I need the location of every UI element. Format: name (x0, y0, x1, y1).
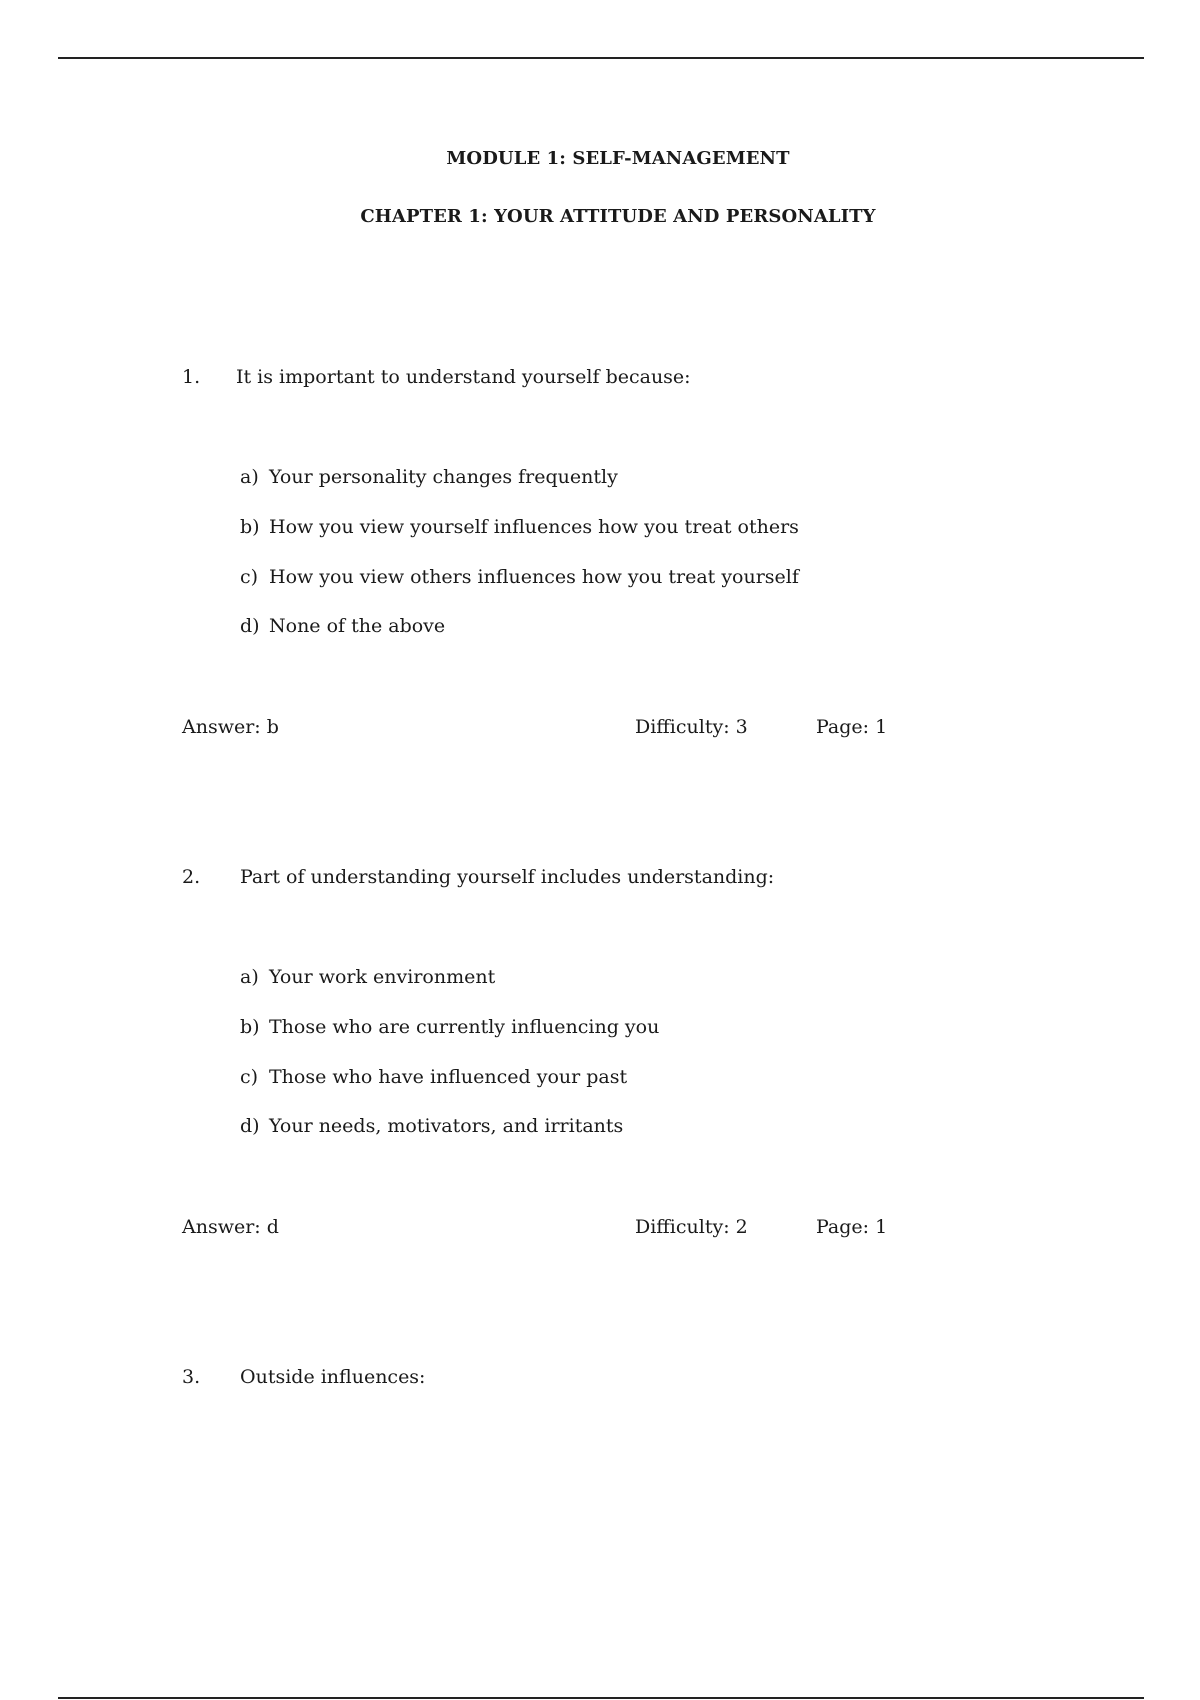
bottom-rule (58, 1697, 1144, 1699)
option-c (240, 566, 799, 588)
option-b (240, 516, 799, 538)
question-text: It is important to understand yourself because: (236, 366, 691, 388)
question-number: 3. (182, 1366, 201, 1388)
option-letter: d) (240, 615, 260, 637)
option-letter: d) (240, 1115, 260, 1137)
option-letter: a) (240, 466, 259, 488)
top-rule (58, 57, 1144, 59)
option-text: Your personality changes frequently (269, 466, 618, 488)
question-number: 1. (182, 366, 201, 388)
question-text: Part of understanding yourself includes understanding: (240, 866, 775, 888)
question-text: Outside influences: (240, 1366, 426, 1388)
option-letter: b) (240, 516, 260, 538)
option-text: How you view yourself influences how you treat others (269, 516, 799, 538)
option-text: Your work environment (269, 966, 496, 988)
option-letter: c) (240, 1066, 259, 1088)
option-text: None of the above (269, 615, 446, 637)
difficulty-label: Difficulty: 3 (635, 716, 748, 738)
page-label: Page: 1 (816, 1216, 888, 1238)
option-text: Your needs, motivators, and irritants (269, 1115, 624, 1137)
option-text: Those who have influenced your past (269, 1066, 628, 1088)
option-text: Those who are currently influencing you (269, 1016, 660, 1038)
option-a (240, 966, 495, 988)
option-text: How you view others influences how you treat yourself (269, 566, 799, 588)
question-number: 2. (182, 866, 201, 888)
option-c (240, 1066, 627, 1088)
option-d (240, 1115, 623, 1137)
chapter-title: CHAPTER 1: YOUR ATTITUDE AND PERSONALITY (360, 206, 876, 227)
option-letter: b) (240, 1016, 260, 1038)
option-letter: c) (240, 566, 259, 588)
option-letter: a) (240, 966, 259, 988)
option-b (240, 1016, 659, 1038)
answer-label: Answer: b (182, 716, 279, 738)
module-title: MODULE 1: SELF-MANAGEMENT (446, 148, 790, 169)
option-a (240, 466, 618, 488)
option-d (240, 615, 445, 637)
difficulty-label: Difficulty: 2 (635, 1216, 748, 1238)
answer-label: Answer: d (182, 1216, 279, 1238)
page-label: Page: 1 (816, 716, 888, 738)
